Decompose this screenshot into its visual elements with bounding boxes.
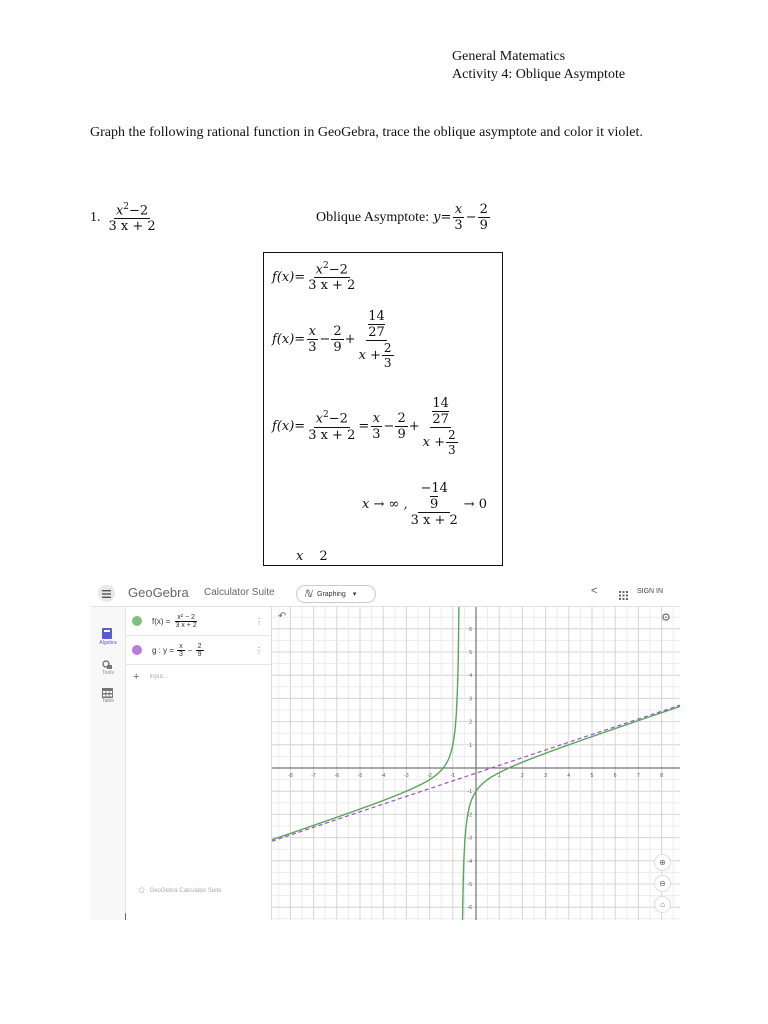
- suite-title: Calculator Suite: [204, 587, 275, 598]
- instructions: Graph the following rational function in GeoGebra, trace the oblique asymptote and color it violet.: [90, 125, 643, 140]
- gear-icon[interactable]: ⚙: [661, 612, 671, 624]
- more-options-icon[interactable]: ⋮: [255, 645, 263, 655]
- y-tick-label: -6: [467, 905, 472, 912]
- sign-in-button[interactable]: SIGN IN: [637, 588, 664, 595]
- problem-number: 1.: [90, 210, 101, 226]
- rail-algebra-label: Algebra: [99, 640, 117, 646]
- x-tick-label: 3: [544, 773, 547, 779]
- algebra-input-row[interactable]: [126, 665, 271, 689]
- y-tick-label: 2: [469, 719, 472, 726]
- x-tick-label: -7: [311, 773, 316, 779]
- menu-icon[interactable]: [98, 585, 115, 602]
- x-tick-label: 6: [613, 773, 617, 779]
- y-tick-label: -1: [467, 789, 472, 796]
- algebra-input[interactable]: Input...: [149, 674, 168, 680]
- app-logo: GeoGebra: [128, 585, 189, 600]
- algebra-item-f[interactable]: f(x) = $\frac{\text{x² − 2}}{3 x + 2}$ ⋮: [126, 607, 271, 636]
- g-visibility-dot[interactable]: [132, 645, 142, 655]
- suite-footer: ✩ GeoGebra Calculator Suite: [138, 885, 222, 895]
- chevron-down-icon: ▾: [352, 591, 357, 598]
- y-tick-label: 6: [469, 626, 472, 633]
- work-line-3: f(x)= $\frac{x^2-2}{3 x + 2}$ = $\frac{x}{3}$ − $\frac{2}{9}$ + 14 27 x + $\frac{2}{3}$: [272, 396, 456, 457]
- x-tick-label: -6: [334, 773, 340, 779]
- geogebra-logo-icon: ✩: [138, 885, 146, 895]
- graphics-view[interactable]: [272, 607, 680, 920]
- course-title: General Matematics: [452, 49, 566, 64]
- geogebra-toolbar: [91, 580, 680, 607]
- rail-table-label: Table: [102, 698, 114, 704]
- y-tick-label: 4: [469, 673, 472, 680]
- x-tick-label: -5: [357, 773, 363, 779]
- share-icon[interactable]: <: [591, 585, 598, 597]
- work-line-2: f(x)= $\frac{x}{3}$ − $\frac{2}{9}$ + 14 27 x + $\frac{2}{3}$: [272, 309, 392, 370]
- f-right-branch: [462, 706, 680, 920]
- problem-fraction: $\frac{x^2-2}{3 x + 2}$: [108, 202, 156, 235]
- x-tick-label: -4: [380, 773, 386, 779]
- x-tick-label: -2: [427, 773, 432, 779]
- zoom-out-icon[interactable]: ⊖: [654, 875, 671, 892]
- home-view-icon[interactable]: ⌂: [654, 896, 671, 913]
- algebra-panel: [126, 607, 272, 920]
- graphing-icon: ℕ: [304, 588, 313, 600]
- x-tick-label: -8: [288, 773, 293, 779]
- y-tick-label: 5: [469, 650, 472, 656]
- y-tick-label: -5: [467, 882, 472, 888]
- f-left-branch: [272, 607, 459, 840]
- y-tick-label: -2: [467, 812, 472, 819]
- y-tick-label: -3: [467, 835, 472, 842]
- x-tick-label: 2: [521, 773, 524, 779]
- rail-tools-label: Tools: [102, 670, 114, 676]
- work-line-1: f(x)= $\frac{x^2-2}{3 x + 2}$: [272, 261, 356, 294]
- x-tick-label: -3: [404, 773, 409, 779]
- x-tick-label: 4: [567, 773, 571, 779]
- oblique-asymptote: Oblique Asymptote: y= $\frac{x}{3}$ − $\frac{2}{9}$: [316, 202, 488, 233]
- work-line-cutoff: x 2: [296, 549, 328, 564]
- y-tick-label: -4: [467, 858, 472, 865]
- apps-grid-icon[interactable]: [619, 587, 628, 605]
- x-tick-label: 1: [497, 773, 501, 779]
- graph-canvas[interactable]: [272, 607, 680, 920]
- activity-title: Activity 4: Oblique Asymptote: [452, 67, 626, 82]
- y-tick-label: 3: [469, 696, 472, 703]
- x-tick-label: 5: [590, 773, 594, 779]
- undo-icon[interactable]: ↶: [278, 611, 287, 622]
- algebra-item-g[interactable]: g : y = $\frac{x}{3}$ − $\frac{2}{9}$ ⋮: [126, 636, 271, 665]
- more-options-icon[interactable]: ⋮: [255, 616, 263, 626]
- f-visibility-dot[interactable]: [132, 616, 142, 626]
- problem-1: [90, 202, 159, 234]
- x-tick-label: 7: [637, 773, 640, 779]
- y-tick-label: 1: [469, 742, 472, 749]
- zoom-in-icon[interactable]: ⊕: [654, 854, 671, 871]
- plus-icon[interactable]: +: [133, 671, 140, 683]
- x-tick-label: 8: [660, 773, 663, 779]
- work-box: [263, 252, 503, 566]
- asymptote-label: Oblique Asymptote:: [316, 209, 430, 225]
- app-switcher[interactable]: ℕ Graphing ▾: [296, 585, 376, 603]
- x-tick-label: -1: [450, 773, 456, 779]
- side-rail: [91, 607, 126, 920]
- work-line-limit: x → ∞ , −14 9 3 x + 2 → 0: [362, 481, 488, 528]
- geogebra-window: [91, 580, 680, 920]
